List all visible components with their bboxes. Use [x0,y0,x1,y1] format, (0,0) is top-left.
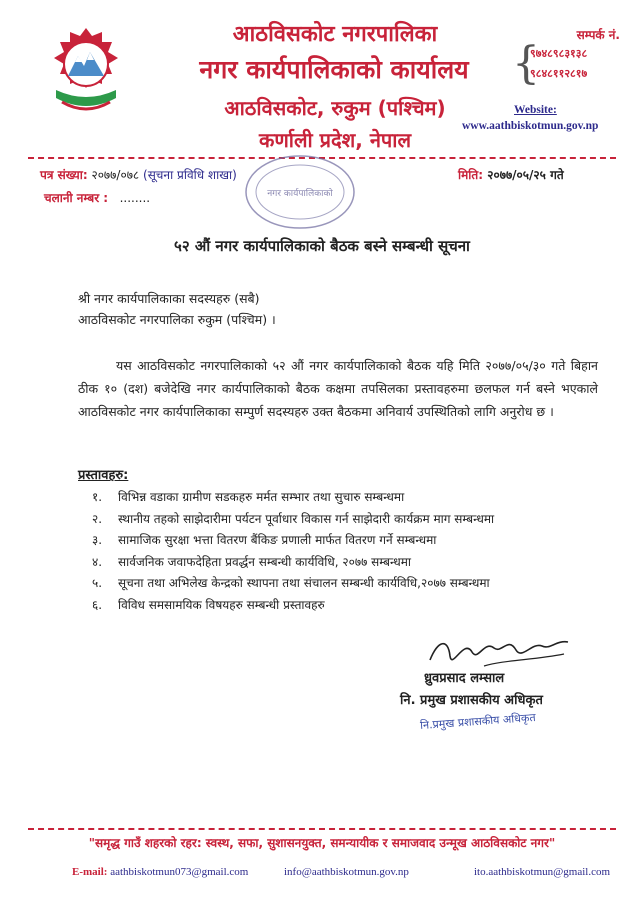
stamp-text: नगर कार्यपालिकाको [267,189,333,199]
signer-designation: नि. प्रमुख प्रशासकीय अधिकृत [400,693,543,708]
date-value: २०७७/०५/२५ गते [487,168,564,182]
phone-number: ९७४८९८३१३८ [530,47,588,60]
list-item: ५. सूचना तथा अभिलेख केन्द्रको स्थापना तथा संचालन सम्बन्धी कार्यविधि,२०७७ सम्बन्धमा [92,576,490,591]
office-address: आठविसकोट, रुकुम (पश्चिम) [224,96,446,120]
dispatch-label: चलानी नम्बर : [44,191,109,205]
letter-date [458,166,564,183]
notice-subject: ५२ औं नगर कार्यपालिकाको बैठक बस्ने सम्बन्धी सूचना [174,237,470,255]
letter-number-value: २०७७/०७८ [91,168,140,182]
dispatch-value: ........ [119,191,151,205]
date-label: मिति: [458,168,484,182]
list-item: २. स्थानीय तहको साझेदारीमा पर्यटन पूर्वाधार विकास गर्न साझेदारी कार्यक्रम माग सम्बन्धमा [92,511,495,526]
phone-number: ९८४८११२८१७ [530,67,588,80]
list-item: ६. विविध समसामयिक विषयहरु सम्बन्धी प्रस्तावहरु [92,597,325,612]
contact-label: सम्पर्क नं. [576,28,620,42]
section-name: (सूचना प्रविधि शाखा) [143,168,237,182]
addressee-line: श्री नगर कार्यपालिकाका सदस्यहरु (सबै) [78,291,260,306]
addressee-line: आठविसकोट नगरपालिका रुकुम (पश्चिम) । [78,312,276,327]
email-label: E-mail: [72,866,108,878]
brace-icon: { [512,38,540,89]
website-label: Website: [514,104,557,116]
notice-paragraph: यस आठविसकोट नगरपालिकाको ५२ औं नगर कार्यपालिकाको बैठक यहि मिति २०७७/०५/३० गते बिहान ठीक १० (दश) बजेदेखि नगर कार्यपालिकाको बैठक कक्षमा तपसिलका प्रस्तावहरुमा छलफल गर्न बस्ने भएकाले आठविसकोट नगर कार्यपालिकाका सम्पुर्ण सदस्यहरु उक्त बैठकमा अनिवार्य उपस्थितिको लागि अनुरोध छ । [78,358,598,419]
proposals-heading: प्रस्तावहरु: [78,468,129,483]
email-link[interactable]: ito.aathbiskotmun@gmail.com [474,866,611,878]
footer-slogan: "समृद्ध गाउँ शहरको रहर: स्वस्थ, सफा, सुशासनयुक्त, समन्यायीक र समाजवाद उन्मूख आठविसकोट नगर" [88,836,556,850]
signature-stamp: नि.प्रमुख प्रशासकीय अधिकृत [419,710,537,733]
office-name: आठविसकोट नगरपालिका [232,22,438,47]
office-stamp-icon [240,150,360,234]
office-province: कर्णाली प्रदेश, नेपाल [258,128,412,152]
footer-divider [28,828,616,830]
proposals-list [92,487,612,617]
list-item: १. विभिन्न वडाका ग्रामीण सडकहरु मर्मत सम्भार तथा सुचारु सम्बन्धमा [92,490,405,504]
email-link[interactable]: info@aathbiskotmun.gov.np [284,866,409,878]
letter-number [40,166,237,183]
website-link[interactable]: www.aathbiskotmun.gov.np [462,120,599,132]
email-link[interactable] [72,866,248,878]
list-item: ३. सामाजिक सुरक्षा भत्ता वितरण बैंकिङ प्रणाली मार्फत वितरण गर्ने सम्बन्धमा [92,533,437,548]
signer-name: ध्रुवप्रसाद लम्साल [424,671,505,686]
office-main-title: नगर कार्यपालिकाको कार्यालय [199,55,469,84]
municipality-logo-icon [42,24,130,118]
dispatch-number [44,189,150,206]
letter-number-label: पत्र संख्या: [40,168,88,182]
list-item: ४. सार्वजनिक जवाफदेहिता प्रवर्द्धन सम्बन्धी कार्यविधि, २०७७ सम्बन्धमा [92,554,412,569]
email-address: aathbiskotmun073@gmail.com [110,866,249,878]
